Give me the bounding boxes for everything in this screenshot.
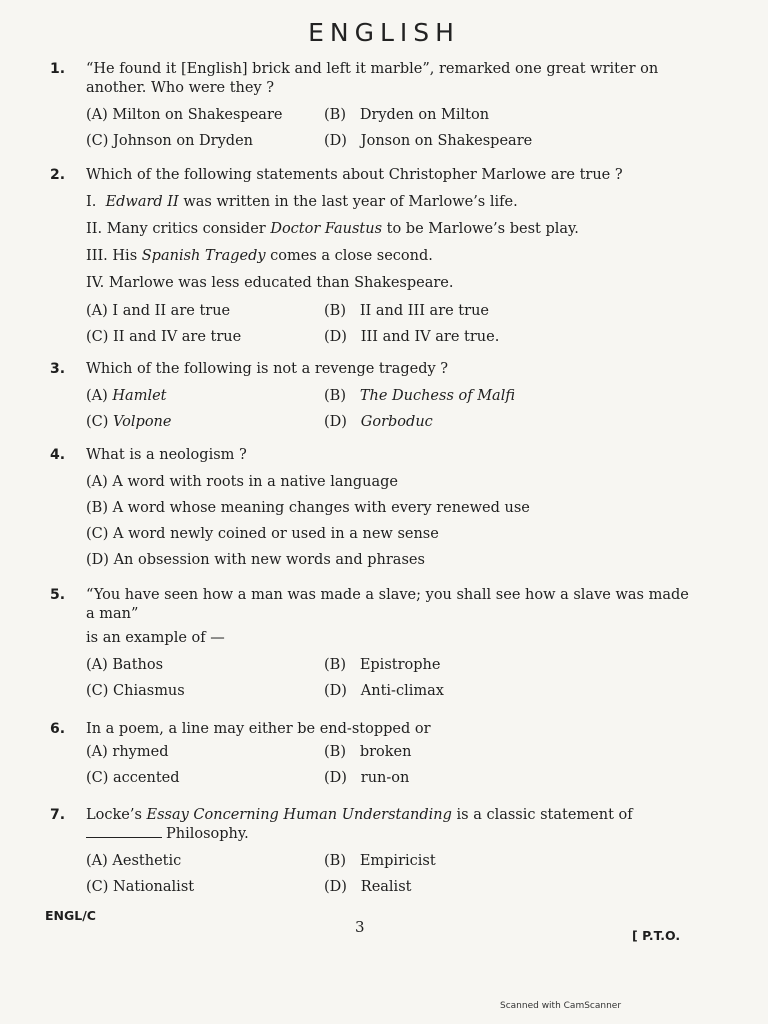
option-d[interactable]: (D) Realist [324,878,412,895]
option-d[interactable]: (D) Anti-climax [324,682,444,699]
options [86,848,690,900]
page-number: 3 [355,918,365,936]
paper-code: ENGL/C [45,908,96,923]
option-a[interactable]: (A) rhymed [86,743,169,760]
option-c[interactable]: (C) Nationalist [86,878,195,895]
question-text: In a poem, a line may either be end-stopped or [86,721,431,737]
answer-blank [86,826,162,838]
question-7 [50,806,690,900]
question-2 [50,166,690,350]
option-a[interactable]: (A) Hamlet [86,387,167,404]
option-b[interactable]: (B) Empiricist [324,852,436,869]
question-3 [50,360,690,435]
options [86,102,690,154]
question-text-continued: is an example of — [86,630,225,646]
question-5 [50,586,690,704]
options [86,469,690,573]
question-number: 5. [50,587,66,603]
statement-1: I. Edward II was written in the last year of Marlowe’s life. [86,194,518,210]
option-b[interactable]: (B) The Duchess of Malfi [324,387,516,404]
option-a[interactable]: (A) Milton on Shakespeare [86,106,283,123]
question-text: “You have seen how a man was made a slave; you shall see how a slave was made a man” [86,587,689,622]
option-b[interactable]: (B) Epistrophe [324,656,441,673]
option-c[interactable]: (C) A word newly coined or used in a new sense [86,525,439,542]
options [86,298,690,350]
option-c[interactable]: (C) Johnson on Dryden [86,132,253,149]
question-text: Which of the following is not a revenge tragedy ? [86,361,449,377]
option-c[interactable]: (C) II and IV are true [86,328,242,345]
statement-4: IV. Marlowe was less educated than Shakespeare. [86,275,454,291]
question-number: 6. [50,721,66,737]
question-number: 3. [50,361,66,377]
option-c[interactable]: (C) Volpone [86,413,172,430]
option-b[interactable]: (B) II and III are true [324,302,489,319]
question-text: Which of the following statements about Christopher Marlowe are true ? [86,167,623,183]
option-b[interactable]: (B) Dryden on Milton [324,106,490,123]
question-number: 1. [50,61,66,77]
options [86,652,690,704]
pto-marker: [ P.T.O. [632,928,681,943]
option-d[interactable]: (D) Jonson on Shakespeare [324,132,533,149]
scanner-watermark: Scanned with CamScanner [500,1001,622,1011]
option-d[interactable]: (D) An obsession with new words and phrases [86,551,425,568]
statement-3: III. His Spanish Tragedy comes a close second. [86,248,433,264]
option-b[interactable]: (B) broken [324,743,412,760]
option-d[interactable]: (D) III and IV are true. [324,328,500,345]
question-text-continued: Philosophy. [86,825,690,844]
option-d[interactable]: (D) Gorboduc [324,413,433,430]
option-b[interactable]: (B) A word whose meaning changes with every renewed use [86,499,530,516]
question-4 [50,446,690,573]
question-text: Locke’s Essay Concerning Human Understanding is a classic statement of [86,807,633,823]
statement-2: II. Many critics consider Doctor Faustus to be Marlowe’s best play. [86,221,579,237]
options [86,739,690,791]
question-1 [50,60,690,154]
question-number: 7. [50,807,66,823]
option-a[interactable]: (A) A word with roots in a native language [86,473,398,490]
question-number: 4. [50,447,66,463]
option-a[interactable]: (A) I and II are true [86,302,231,319]
question-text: “He found it [English] brick and left it marble”, remarked one great writer on another. Who were they ? [86,61,659,96]
question-number: 2. [50,167,66,183]
question-6 [50,720,690,791]
option-d[interactable]: (D) run-on [324,769,410,786]
option-c[interactable]: (C) Chiasmus [86,682,185,699]
option-a[interactable]: (A) Bathos [86,656,164,673]
options [86,383,690,435]
page-title: ENGLISH [308,18,460,47]
question-text: What is a neologism ? [86,447,247,463]
option-a[interactable]: (A) Aesthetic [86,852,182,869]
option-c[interactable]: (C) accented [86,769,180,786]
